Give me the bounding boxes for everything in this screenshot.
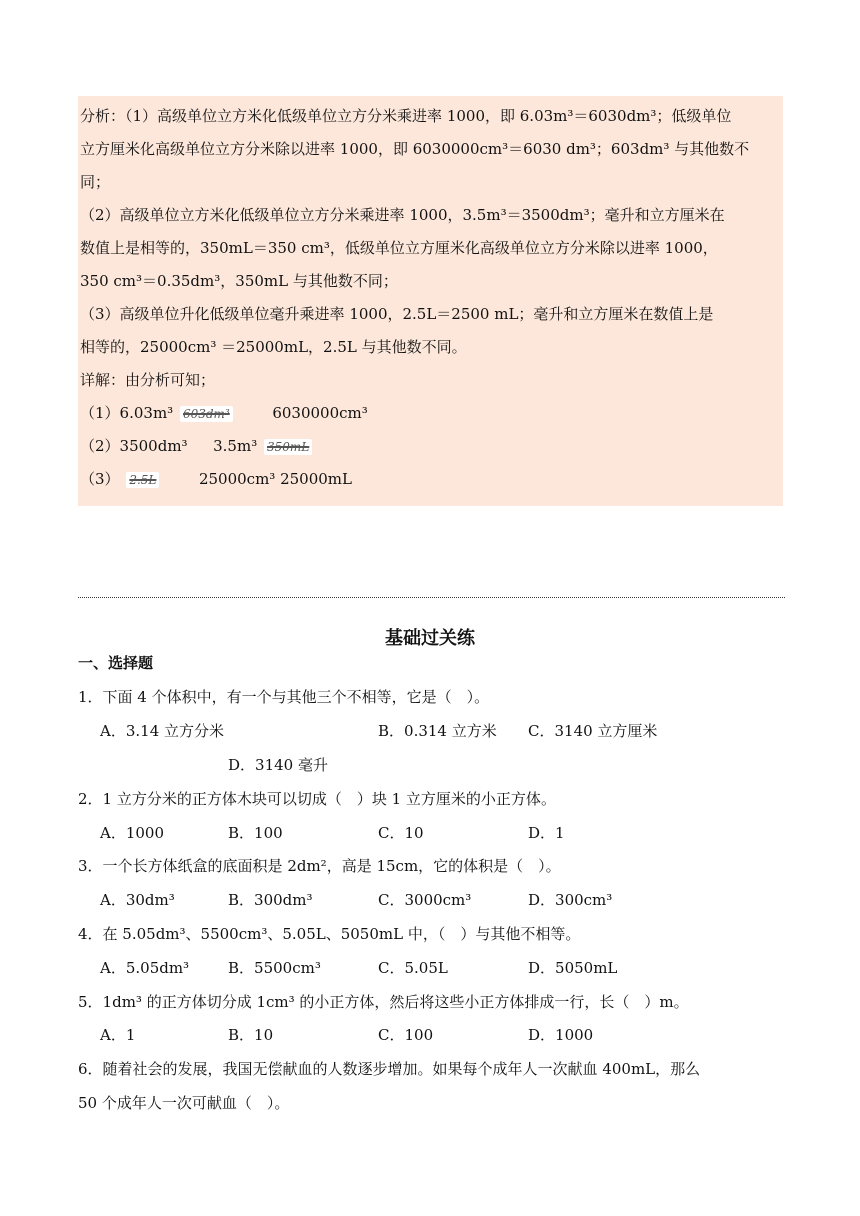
analysis-line: 立方厘米化高级单位立方分米除以进率 1000，即 6030000cm³＝6030 dm³；603dm³ 与其他数不 [80,140,750,158]
q3-option-a[interactable]: A．30dm³ [100,891,175,909]
analysis-line: （2）高级单位立方米化低级单位立方分米乘进率 1000，3.5m³＝3500dm³；毫升和立方厘米在 [80,206,725,224]
q2-option-b[interactable]: B．100 [228,824,283,842]
answer-1-crossed: 603dm³ [180,406,233,422]
q2-option-a[interactable]: A．1000 [100,824,165,842]
q4-option-d[interactable]: D．5050mL [528,959,618,977]
answer-1 [80,397,781,430]
q4-option-a[interactable]: A．5.05dm³ [100,959,190,977]
answer-3-prefix: （3） [80,470,120,488]
section-heading: 一、选择题 [78,654,154,672]
section-title: 基础过关练 [385,628,475,649]
q1-option-a[interactable]: A．3.14 立方分米 [100,722,224,740]
question-6-line-2: 50 个成年人一次可献血（ ）。 [78,1094,290,1112]
q5-option-a[interactable]: A．1 [100,1026,136,1044]
explanation-line: 详解：由分析可知； [80,371,216,389]
dotted-divider [78,597,785,598]
analysis-line: 同； [80,173,111,191]
answer-3-crossed: 2.5L [126,472,159,488]
question-1-stem: 1．下面 4 个体积中，有一个与其他三个不相等，它是（ ）。 [78,688,490,706]
answer-2-mid: 3.5m³ [213,437,258,455]
analysis-line: 相等的，25000cm³ ＝25000mL，2.5L 与其他数不同。 [80,338,467,356]
answer-3 [80,463,781,496]
q1-option-c[interactable]: C．3140 立方厘米 [528,722,658,740]
q3-option-b[interactable]: B．300dm³ [228,891,313,909]
question-2-stem: 2．1 立方分米的正方体木块可以切成（ ）块 1 立方厘米的小正方体。 [78,790,556,808]
q5-option-d[interactable]: D．1000 [528,1026,594,1044]
analysis-line: 数值上是相等的，350mL＝350 cm³，低级单位立方厘米化高级单位立方分米除以进率 1000， [80,239,718,257]
q5-option-c[interactable]: C．100 [378,1026,434,1044]
question-3-stem: 3．一个长方体纸盒的底面积是 2dm²，高是 15cm，它的体积是（ ）。 [78,857,561,875]
q5-option-b[interactable]: B．10 [228,1026,274,1044]
q4-option-c[interactable]: C．5.05L [378,959,448,977]
analysis-line: （3）高级单位升化低级单位毫升乘进率 1000，2.5L＝2500 mL；毫升和立方厘米在数值上是 [80,305,714,323]
answer-1-rest: 6030000cm³ [272,404,368,422]
answer-1-prefix: （1）6.03m³ [80,404,174,422]
answer-3-rest: 25000cm³ 25000mL [198,470,352,488]
answer-2-prefix: （2）3500dm³ [80,437,188,455]
q2-option-c[interactable]: C．10 [378,824,424,842]
analysis-box [78,96,783,506]
analysis-line: 分析：（1）高级单位立方米化低级单位立方分米乘进率 1000，即 6.03m³＝6030dm³；低级单位 [80,107,732,125]
q1-option-b[interactable]: B．0.314 立方米 [378,722,497,740]
q4-option-b[interactable]: B．5500cm³ [228,959,321,977]
question-6-line-1: 6．随着社会的发展，我国无偿献血的人数逐步增加。如果每个成年人一次献血 400mL，那么 [78,1060,701,1078]
q3-option-c[interactable]: C．3000cm³ [378,891,472,909]
answer-2-crossed: 350mL [264,439,312,455]
q3-option-d[interactable]: D．300cm³ [528,891,613,909]
question-5-stem: 5．1dm³ 的正方体切分成 1cm³ 的小正方体，然后将这些小正方体排成一行，长（ ）m。 [78,993,689,1011]
answer-2 [80,430,781,463]
q1-option-d[interactable]: D．3140 毫升 [228,756,328,774]
analysis-line: 350 cm³＝0.35dm³，350mL 与其他数不同； [80,272,398,290]
question-4-stem: 4．在 5.05dm³、5500cm³、5.05L、5050mL 中，（ ）与其他不相等。 [78,925,581,943]
q2-option-d[interactable]: D．1 [528,824,565,842]
